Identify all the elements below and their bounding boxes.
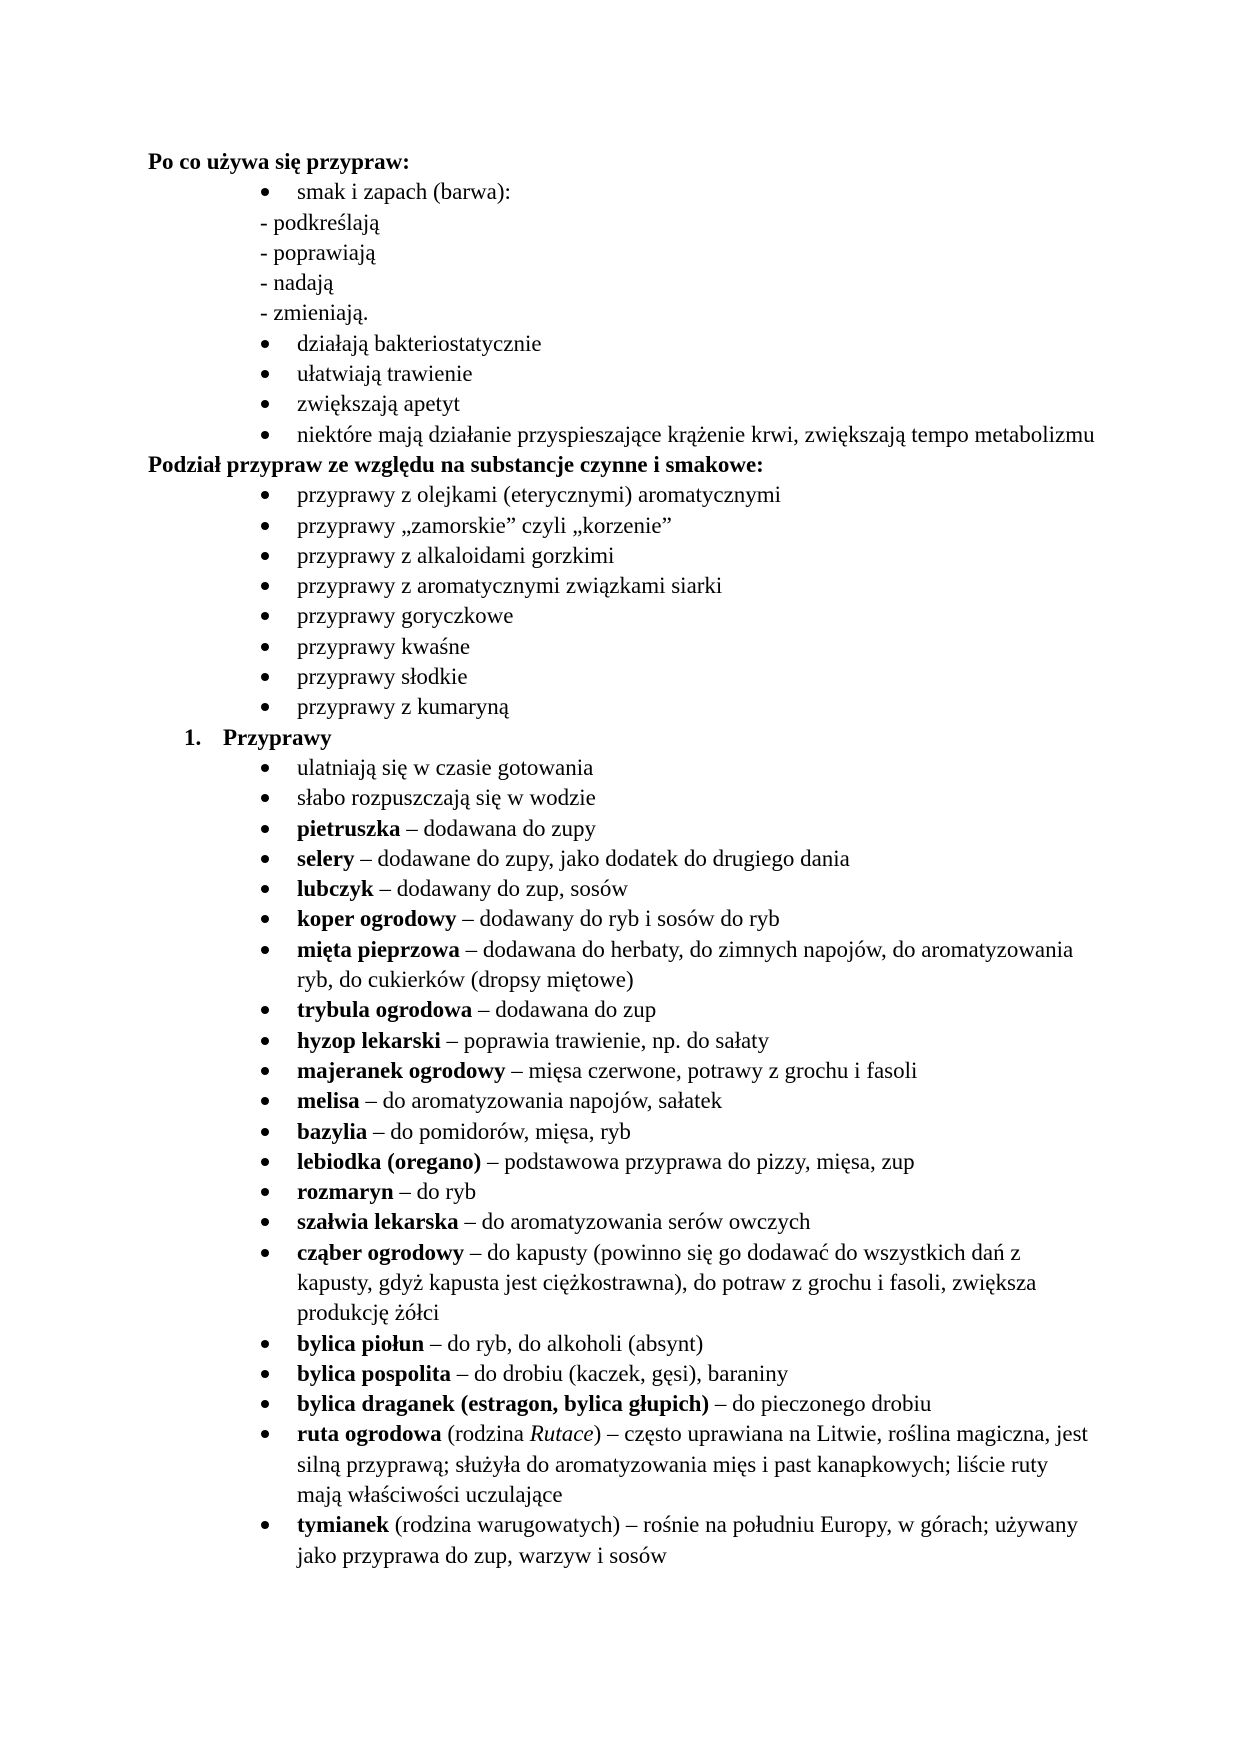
herb-desc: – do aromatyzowania serów owczych: [458, 1209, 811, 1235]
list-item: smak i zapach (barwa):: [148, 177, 1098, 207]
list-item: przyprawy goryczkowe: [148, 601, 1098, 631]
family-latin-name: Rutace: [529, 1421, 594, 1447]
herb-name: selery: [297, 845, 355, 871]
bullet-list: [148, 480, 1098, 722]
herb-desc: – do ryb: [393, 1179, 477, 1205]
herb-desc: – mięsa czerwone, potrawy z grochu i fasoli: [505, 1057, 918, 1083]
section-heading: Po co używa się przypraw:: [148, 149, 410, 174]
herb-desc: – dodawana do zupy: [400, 815, 596, 841]
herb-name: bylica draganek (estragon, bylica głupich): [297, 1391, 710, 1417]
herb-item: [148, 874, 1098, 904]
herb-item: [148, 1329, 1098, 1359]
bullet-list: [148, 177, 1098, 207]
herb-name: hyzop lekarski: [297, 1027, 441, 1053]
herb-item: [148, 1147, 1098, 1177]
herb-item: [148, 1207, 1098, 1237]
herb-item: [148, 1238, 1098, 1329]
section-heading: Podział przypraw ze względu na substancje czynne i smakowe:: [148, 451, 764, 477]
herb-name: ruta ogrodowa: [297, 1421, 442, 1447]
dash-item: - poprawiają: [260, 239, 376, 265]
dash-list: [148, 208, 1098, 329]
herb-name: bylica piołun: [297, 1330, 425, 1356]
list-item: zwiększają apetyt: [148, 389, 1098, 419]
list-item: przyprawy z alkaloidami gorzkimi: [148, 541, 1098, 571]
herb-item: [148, 904, 1098, 934]
herb-name: cząber ogrodowy: [297, 1239, 465, 1265]
herb-desc: – do aromatyzowania napojów, sałatek: [359, 1088, 723, 1114]
herb-item: [148, 1389, 1098, 1419]
list-item: przyprawy kwaśne: [148, 632, 1098, 662]
herb-name: bazylia: [297, 1118, 368, 1144]
herb-item: [148, 995, 1098, 1025]
list-item: przyprawy „zamorskie” czyli „korzenie”: [148, 511, 1098, 541]
heading-text: Przyprawy: [223, 724, 332, 750]
herb-item: [148, 844, 1098, 874]
list-item: przyprawy z aromatycznymi związkami siarki: [148, 571, 1098, 601]
herb-name: rozmaryn: [297, 1179, 394, 1205]
list-item: przyprawy z olejkami (eterycznymi) aromatycznymi: [148, 480, 1098, 510]
herb-desc: (rodzina: [441, 1421, 530, 1447]
herb-item: [148, 1177, 1098, 1207]
herb-item: [148, 1510, 1098, 1571]
herb-name: trybula ogrodowa: [297, 997, 473, 1023]
herb-item: [148, 935, 1098, 996]
herb-name: szałwia lekarska: [297, 1209, 459, 1235]
numbered-heading: [148, 723, 1098, 753]
herb-name: mięta pieprzowa: [297, 936, 460, 962]
herb-desc: – poprawia trawienie, np. do sałaty: [440, 1027, 770, 1053]
herb-name: tymianek: [297, 1512, 389, 1538]
herb-desc: – podstawowa przyprawa do pizzy, mięsa, zup: [481, 1148, 915, 1174]
herb-name: koper ogrodowy: [297, 906, 457, 932]
herb-name: lubczyk: [297, 876, 374, 902]
herb-item: [148, 1359, 1098, 1389]
herb-item: [148, 1056, 1098, 1086]
herb-item: [148, 1086, 1098, 1116]
list-item: przyprawy z kumaryną: [148, 692, 1098, 722]
herb-name: lebiodka (oregano): [297, 1148, 482, 1174]
herb-name: pietruszka: [297, 815, 401, 841]
dash-item: - podkreślają: [260, 209, 380, 235]
dash-item: - nadają: [260, 270, 334, 296]
herb-desc: – do pieczonego drobiu: [709, 1391, 932, 1417]
herb-name: majeranek ogrodowy: [297, 1057, 506, 1083]
herb-desc: – do ryb, do alkoholi (absynt): [424, 1330, 704, 1356]
list-item: ułatwiają trawienie: [148, 359, 1098, 389]
herb-name: melisa: [297, 1088, 360, 1114]
list-item: przyprawy słodkie: [148, 662, 1098, 692]
list-item: ulatniają się w czasie gotowania: [148, 753, 1098, 783]
herb-desc: – dodawane do zupy, jako dodatek do drugiego dania: [354, 845, 850, 871]
herb-desc: – dodawana do zup: [472, 997, 657, 1023]
document-content: [148, 147, 1098, 1571]
herb-list: [148, 753, 1098, 1571]
herb-desc: – dodawany do ryb i sosów do ryb: [456, 906, 780, 932]
herb-desc: – dodawany do zup, sosów: [373, 876, 628, 902]
herb-desc: (rodzina warugowatych) – rośnie na południu Europy, w górach; używany jako przyprawa do zup, warzyw i sosów: [297, 1512, 1078, 1568]
herb-desc: – do pomidorów, mięsa, ryb: [367, 1118, 631, 1144]
heading-number: 1.: [184, 724, 202, 750]
list-item: słabo rozpuszczają się w wodzie: [148, 783, 1098, 813]
herb-desc: – dodawana do herbaty, do zimnych napojów, do aromatyzowania ryb, do cukierków (dropsy miętowe): [297, 936, 1074, 993]
herb-desc: – do kapusty (powinno się go dodawać do wszystkich dań z kapusty, gdyż kapusta jest ciężkostrawna), do potraw z grochu i fasoli, zwiększa produkcję żółci: [297, 1239, 1037, 1326]
bullet-list: [148, 329, 1098, 450]
list-item: działają bakteriostatycznie: [148, 329, 1098, 359]
herb-name: bylica pospolita: [297, 1360, 452, 1386]
list-item: niektóre mają działanie przyspieszające krążenie krwi, zwiększają tempo metabolizmu: [148, 420, 1098, 450]
herb-item: [148, 1117, 1098, 1147]
herb-desc: ) – często uprawiana na Litwie, roślina magiczna, jest silną przyprawą; służyła do aromatyzowania mięs i past kanapkowych; liście ruty mają właściwości uczulające: [297, 1421, 1088, 1508]
herb-item: [148, 1419, 1098, 1510]
herb-desc: – do drobiu (kaczek, gęsi), baraniny: [451, 1360, 789, 1386]
herb-item: [148, 814, 1098, 844]
dash-item: - zmieniają.: [260, 300, 369, 326]
herb-item: [148, 1026, 1098, 1056]
